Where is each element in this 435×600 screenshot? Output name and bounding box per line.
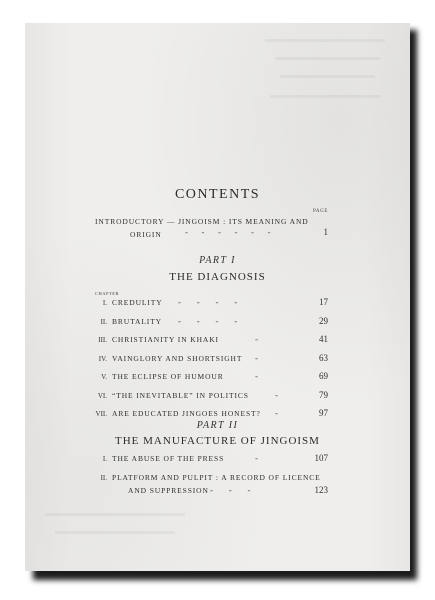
entry-title: CHRISTIANITY IN KHAKI — [112, 335, 219, 344]
entry-title: PLATFORM AND PULPIT : A RECORD OF LICENCE — [112, 472, 321, 482]
entry-numeral: VI. — [97, 391, 107, 400]
entry-title: THE ABUSE OF THE PRESS — [112, 454, 225, 463]
entry-leader: - — [255, 352, 258, 363]
entry-leader: - - - - — [178, 297, 238, 307]
entry-leader: - — [255, 371, 258, 381]
entry-page-number: 69 — [319, 371, 328, 381]
introductory-line-2: ORIGIN — [130, 230, 162, 239]
entry-title: BRUTALITY — [112, 316, 162, 326]
entry-title-continued: AND SUPPRESSION — [128, 485, 209, 495]
entry-title: “THE INEVITABLE” IN POLITICS — [112, 390, 249, 400]
contents-title: CONTENTS — [174, 187, 261, 202]
part-2-heading: PART II — [196, 420, 239, 431]
entry-page-number: 123 — [314, 484, 328, 495]
entry-page-number: 79 — [319, 389, 328, 400]
entry-page-number: 29 — [319, 315, 328, 326]
entry-leader: - — [255, 453, 258, 463]
entry-title: CREDULITY — [112, 298, 163, 307]
entry-numeral: VII. — [95, 410, 107, 418]
entry-numeral: III. — [98, 336, 107, 344]
entry-page-number: 41 — [319, 334, 328, 344]
entry-page-number: 17 — [319, 297, 328, 307]
entry-numeral: I. — [102, 299, 107, 307]
chapter-column-label: CHAPTER — [95, 291, 120, 296]
entry-page-number: 63 — [319, 352, 328, 363]
introductory-line-1: INTRODUCTORY — JINGOISM : ITS MEANING AND — [95, 217, 309, 226]
entry-numeral: I. — [102, 455, 107, 463]
book-page — [25, 23, 410, 571]
entry-title: ARE EDUCATED JINGOES HONEST? — [112, 409, 261, 418]
page-column-label: PAGE — [313, 209, 328, 214]
entry-page-number: 97 — [319, 408, 328, 418]
entry-numeral: IV. — [98, 354, 107, 363]
entry-leader: - — [275, 389, 278, 400]
entry-leader: - — [275, 408, 278, 418]
entry-title: THE ECLIPSE OF HUMOUR — [112, 372, 224, 381]
part-2-title: THE MANUFACTURE OF JINGOISM — [115, 435, 320, 447]
entry-numeral: II. — [100, 317, 107, 326]
entry-title: VAINGLORY AND SHORTSIGHT — [112, 353, 243, 363]
entry-page-number: 107 — [314, 453, 328, 463]
entry-numeral: II. — [100, 473, 107, 482]
entry-leader: - - - - — [178, 315, 238, 326]
entry-numeral: V. — [101, 373, 107, 381]
introductory-leader: - - - - - - — [185, 227, 271, 237]
part-1-heading: PART I — [199, 255, 236, 266]
entry-leader: - — [255, 334, 258, 344]
part-1-title: THE DIAGNOSIS — [169, 271, 266, 283]
entry-leader: - - - — [210, 484, 251, 495]
introductory-page-number: 1 — [323, 227, 328, 237]
